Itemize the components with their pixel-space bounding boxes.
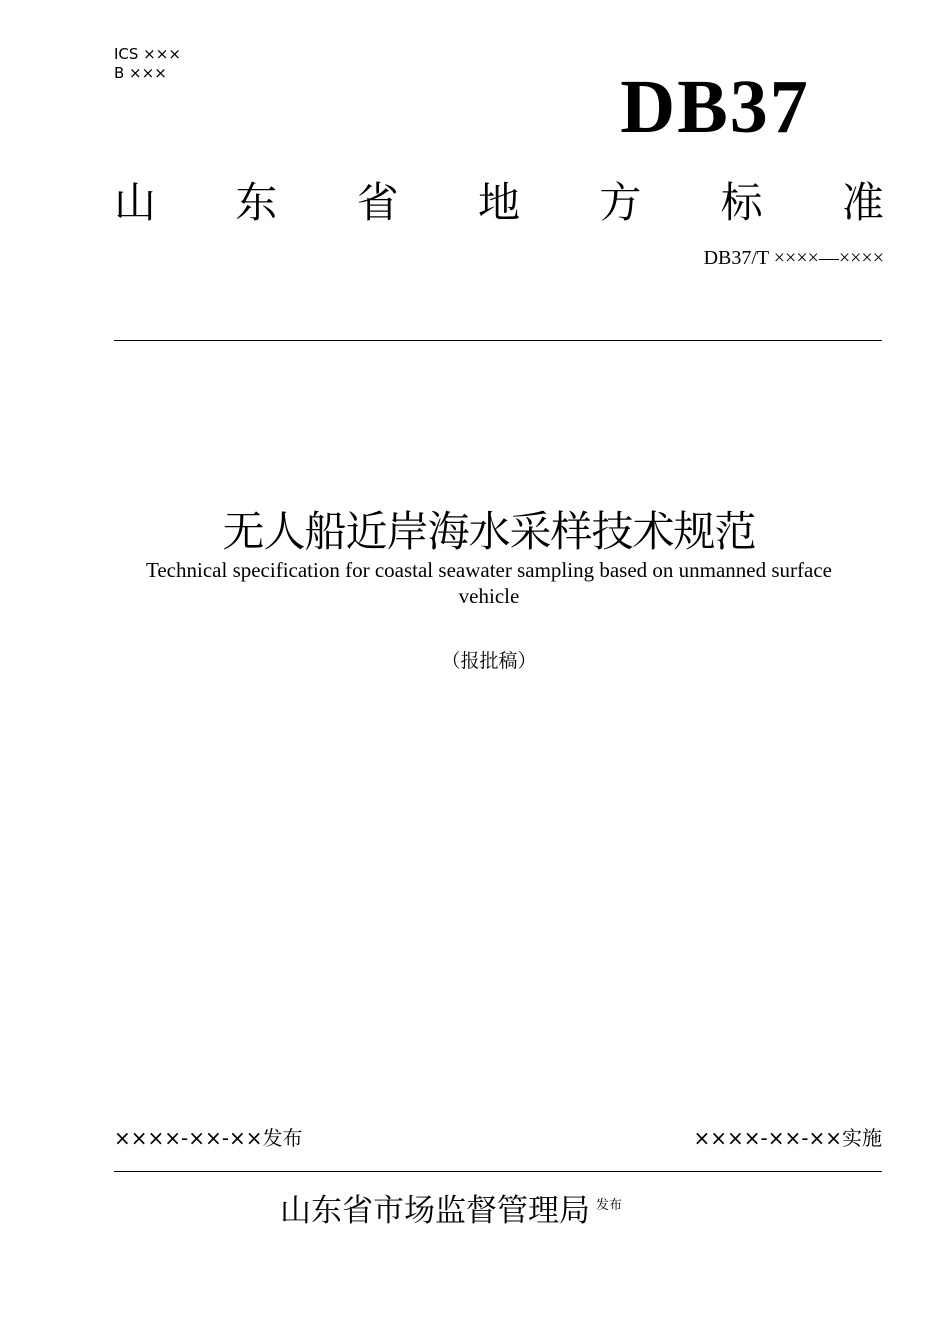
standard-type-char: 省: [356, 178, 399, 227]
issuer-name: 山东省市场监督管理局: [280, 1193, 590, 1229]
db-mark: DB37: [620, 65, 810, 149]
header-divider: [114, 340, 882, 341]
document-title-cn: 无人船近岸海水采样技术规范: [222, 507, 756, 556]
standard-type-char: 准: [841, 178, 884, 227]
draft-status: （报批稿）: [441, 650, 537, 672]
standard-type-char: 山: [114, 178, 157, 227]
implement-date: ××××-××-××实施: [693, 1126, 882, 1150]
issuer-suffix: 发布: [596, 1198, 623, 1213]
standard-type-char: 东: [235, 178, 278, 227]
ics-code: ICS ×××: [114, 45, 181, 63]
issue-date: ××××-××-××发布: [114, 1126, 303, 1150]
standard-type-char: 地: [477, 178, 520, 227]
standard-type-heading: [114, 176, 884, 230]
document-title-en: Technical specification for coastal seawater sampling based on unmanned surface vehicle: [146, 558, 832, 608]
ccs-code: B ×××: [114, 64, 167, 82]
issuer-line: [280, 1190, 622, 1232]
standard-type-char: 标: [720, 178, 763, 227]
standard-type-char: 方: [599, 178, 642, 227]
standard-number: DB37/T ××××—××××: [703, 247, 884, 269]
footer-divider: [114, 1171, 882, 1172]
